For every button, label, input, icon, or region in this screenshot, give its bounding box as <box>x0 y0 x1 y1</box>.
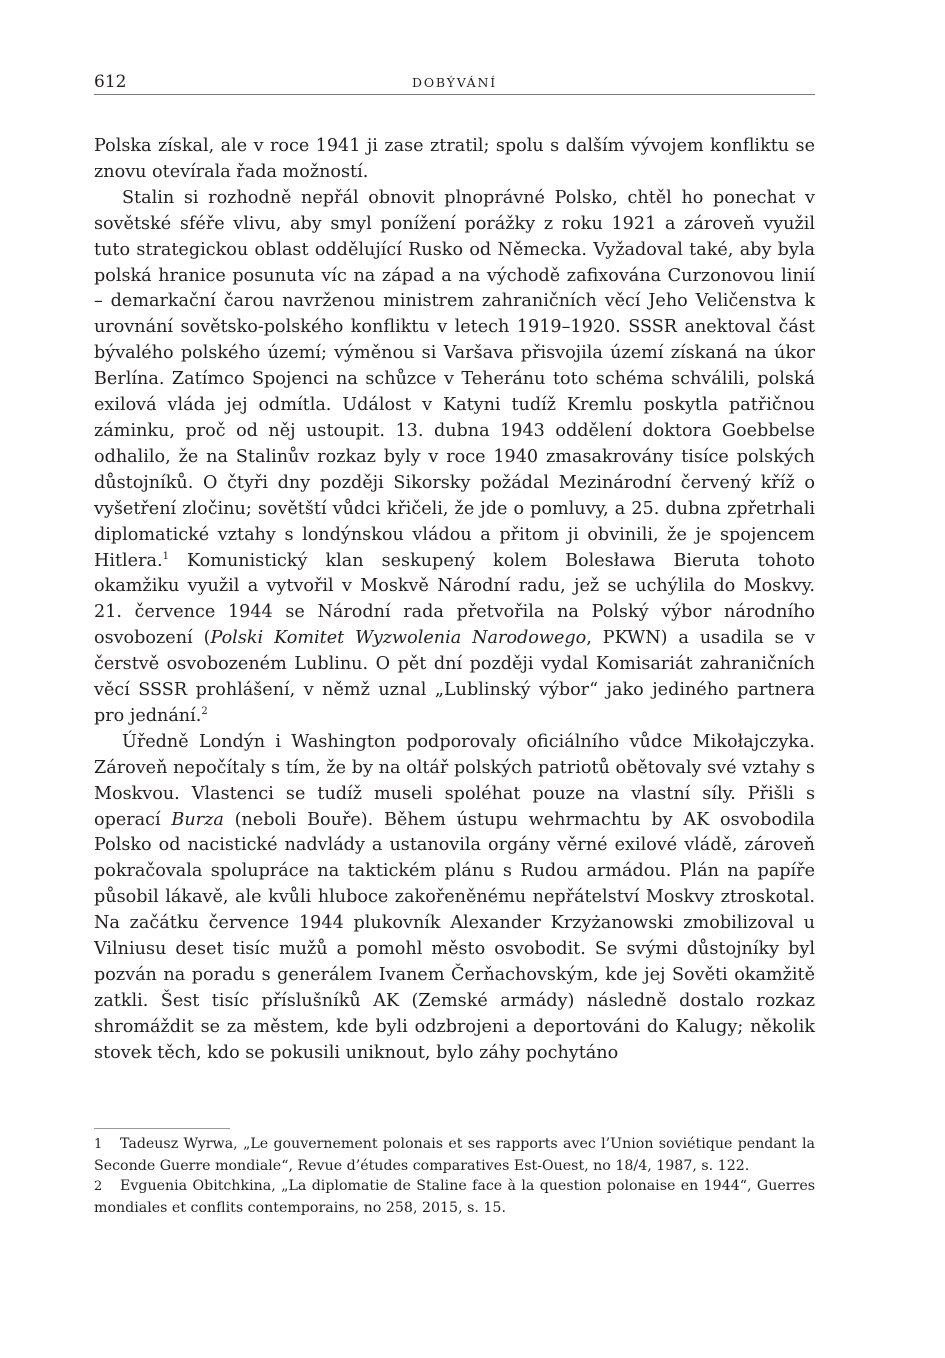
footnote-reference[interactable]: 2 <box>201 706 208 718</box>
page-number: 612 <box>94 72 127 92</box>
paragraph-text: Stalin si rozhodně nepřál obnovit plnoprávné Polsko, chtěl ho ponechat v sovětské sféře vlivu, aby smyl ponížení porážky z roku 1921 a zároveň využil tuto strategickou oblast oddělující Rusko od Německa. Vyžadoval také, aby byla polská hranice posunuta víc na západ a na východě zafixována Curzonovou linií – demarkační čarou navrženou ministrem zahraničních věcí Jeho Veličenstva k urovnání sovětsko-polského konfliktu v letech 1919–1920. SSSR anektoval část bývalého polského území; výměnou si Varšava přisvojila území získaná na úkor Berlína. Zatímco Spojenci na schůzce v Teheránu toto schéma schválili, polská exilová vláda jej odmítla. Událost v Katyni tudíž Kremlu poskytla patřičnou záminku, proč od něj ustoupit. 13. dubna 1943 oddělení doktora Goebbelse odhalilo, že na Stalinův rozkaz byly v roce 1940 zmasakrovány tisíce polských důstojníků. O čtyři dny později Sikorsky požádal Mezinárodní červený kříž o vyšetření zločinu; sovětští vůdci křičeli, že jde o pomluvy, a 25. dubna zpřetrhali diplomatické vztahy s londýnskou vládou a přitom ji obvinili, že je spojencem Hitlera. <box>94 187 815 571</box>
running-header <box>94 72 815 95</box>
footnote <box>94 1134 815 1176</box>
footnotes <box>94 1134 815 1218</box>
paragraph <box>94 186 815 730</box>
footnote-number: 2 <box>94 1179 103 1194</box>
paragraph <box>94 730 815 1067</box>
main-text <box>94 134 815 1067</box>
footnote-text: Tadeusz Wyrwa, „Le gouvernement polonais et ses rapports avec l’Union soviétique pendant la Seconde Guerre mondiale“, Revue d’études comparatives Est-Ouest, no 18/4, 1987, s. 122. <box>94 1136 815 1174</box>
footnote-number: 1 <box>94 1137 103 1152</box>
paragraph-text: Úředně Londýn i Washington podporovaly oficiálního vůdce Mikołajczyka. Zároveň nepočítaly s tím, že by na oltář polských patriotů obětovaly své vztahy s Moskvou. Vlastenci se tudíž museli spoléhat pouze na vlastní síly. Přišli s operací <box>94 731 815 830</box>
paragraph-text: Polska získal, ale v roce 1941 ji zase ztratil; spolu s dalším vývojem konfliktu se znovu otevírala řada možností. <box>94 136 815 182</box>
paragraph-text: Komunistický klan seskupený kolem Bolesława Bieruta tohoto okamžiku využil a vytvořil v Moskvě Národní radu, jež se uchýlila do Moskvy. 21. července 1944 se Národní rada přetvořila na Polský výbor národního osvobození ( <box>94 550 815 649</box>
italic-term: Polski Komitet Wyzwolenia Narodowego <box>210 628 587 649</box>
paragraph-text: (neboli Bouře). Během ústupu wehrmachtu by AK osvobodila Polsko od nacistické nadvlády a ustanovila orgány věrné exilové vládě, zároveň pokračovala spolupráce na taktickém plánu s Rudou armádou. Plán na papíře působil lákavě, ale kvůli hluboce zakořeněnému nepřátelství Moskvy ztroskotal. Na začátku července 1944 plukovník Alexander Krzyżanowski zmobilizoval u Vilniusu deset tisíc mužů a pomohl město osvobodit. Se svými důstojníky byl pozván na poradu s generálem Ivanem Čerňachovským, kde jej Sověti okamžitě zatkli. Šest tisíc příslušníků AK (Zemské armády) následně dostalo rozkaz shromáždit se za městem, kde byli odzbrojeni a deportováni do Kalugy; několik stovek těch, kdo se pokusili uniknout, bylo záhy pochytáno <box>94 809 815 1063</box>
paragraph-text: , PKWN) a usadila se v čerstvě osvobozeném Lublinu. O pět dní později vydal Komisariát zahraničních věcí SSSR prohlášení, v němž uznal „Lublinský výbor“ jako jediného partnera pro jednání. <box>94 628 815 726</box>
footnote-text: Evguenia Obitchkina, „La diplomatie de Staline face à la question polonaise en 1944“, Guerres mondiales et conflits contemporains, no 258, 2015, s. 15. <box>94 1178 815 1216</box>
footnote-divider <box>94 1128 230 1129</box>
footnote <box>94 1176 815 1218</box>
running-title: DOBÝVÁNÍ <box>412 75 497 90</box>
paragraph <box>94 134 815 186</box>
italic-term: Burza <box>171 809 224 830</box>
footnote-reference[interactable]: 1 <box>162 550 169 562</box>
